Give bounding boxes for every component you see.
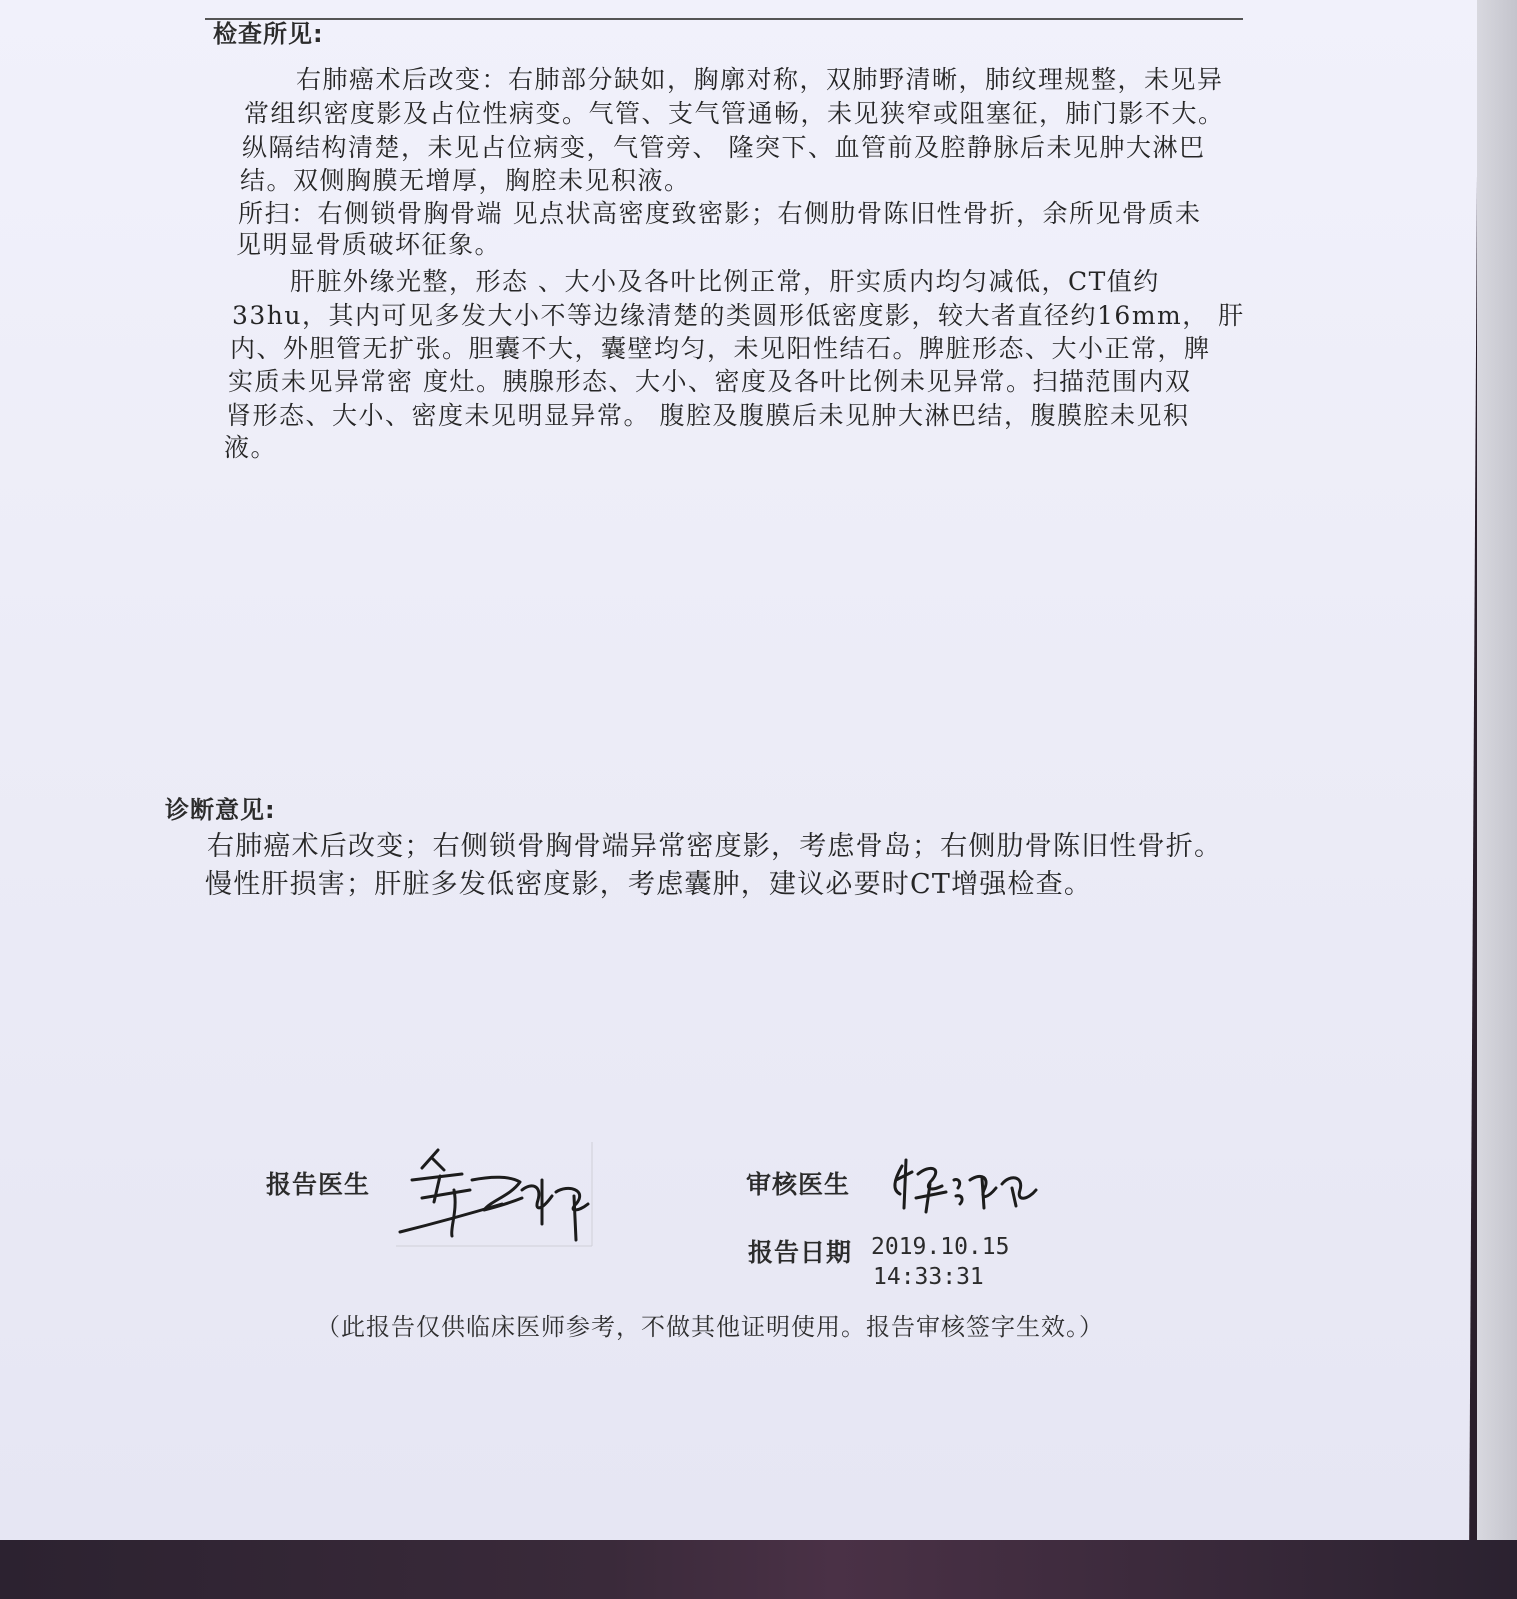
findings-line: 纵隔结构清楚，未见占位病变，气管旁、 隆突下、血管前及腔静脉后未见肿大淋巴 <box>242 133 1206 162</box>
findings-line: 33hu，其内可见多发大小不等边缘清楚的类圆形低密度影，较大者直径约16mm， 肝 <box>232 301 1245 330</box>
findings-line: 右肺癌术后改变：右肺部分缺如，胸廓对称，双肺野清晰，肺纹理规整，未见异 <box>296 65 1224 94</box>
diagnosis-line: 右肺癌术后改变；右侧锁骨胸骨端异常密度影，考虑骨岛；右侧肋骨陈旧性骨折。 <box>207 831 1223 862</box>
diagnosis-heading: 诊断意见: <box>165 796 276 824</box>
report-date-value: 2019.10.15 <box>871 1234 1010 1260</box>
findings-line: 液。 <box>224 433 278 462</box>
disclaimer-note: （此报告仅供临床医师参考，不做其他证明使用。报告审核签字生效。） <box>316 1313 1104 1341</box>
review-doctor-label: 审核医生 <box>746 1170 851 1199</box>
background-fabric <box>0 1540 1517 1599</box>
top-divider <box>205 18 1243 20</box>
findings-line: 常组织密度影及占位性病变。气管、支气管通畅，未见狭窄或阻塞征，肺门影不大。 <box>244 99 1225 128</box>
findings-line: 所扫：右侧锁骨胸骨端 见点状高密度致密影；右侧肋骨陈旧性骨折，余所见骨质未 <box>238 199 1202 228</box>
findings-line: 实质未见异常密 度灶。胰腺形态、大小、密度及各叶比例未见异常。扫描范围内双 <box>228 367 1192 396</box>
report-doctor-label: 报告医生 <box>266 1170 371 1199</box>
findings-line: 见明显骨质破坏征象。 <box>236 230 502 259</box>
findings-line: 结。双侧胸膜无增厚，胸腔未见积液。 <box>240 166 691 195</box>
findings-line: 肝脏外缘光整，形态 、大小及各叶比例正常，肝实质内均匀减低，CT值约 <box>290 267 1160 296</box>
report-time-value: 14:33:31 <box>873 1264 984 1290</box>
report-doctor-signature <box>392 1140 602 1250</box>
review-doctor-signature <box>886 1150 1046 1230</box>
findings-line: 内、外胆管无扩张。胆囊不大，囊壁均匀，未见阳性结石。脾脏形态、大小正常，脾 <box>230 334 1211 363</box>
findings-line: 肾形态、大小、密度未见明显异常。 腹腔及腹膜后未见肿大淋巴结，腹膜腔未见积 <box>226 401 1190 430</box>
diagnosis-line: 慢性肝损害；肝脏多发低密度影，考虑囊肿，建议必要时CT增强检查。 <box>205 869 1093 900</box>
findings-heading: 检查所见: <box>213 20 324 48</box>
background-surface <box>1477 0 1517 1599</box>
report-date-label: 报告日期 <box>748 1238 853 1267</box>
